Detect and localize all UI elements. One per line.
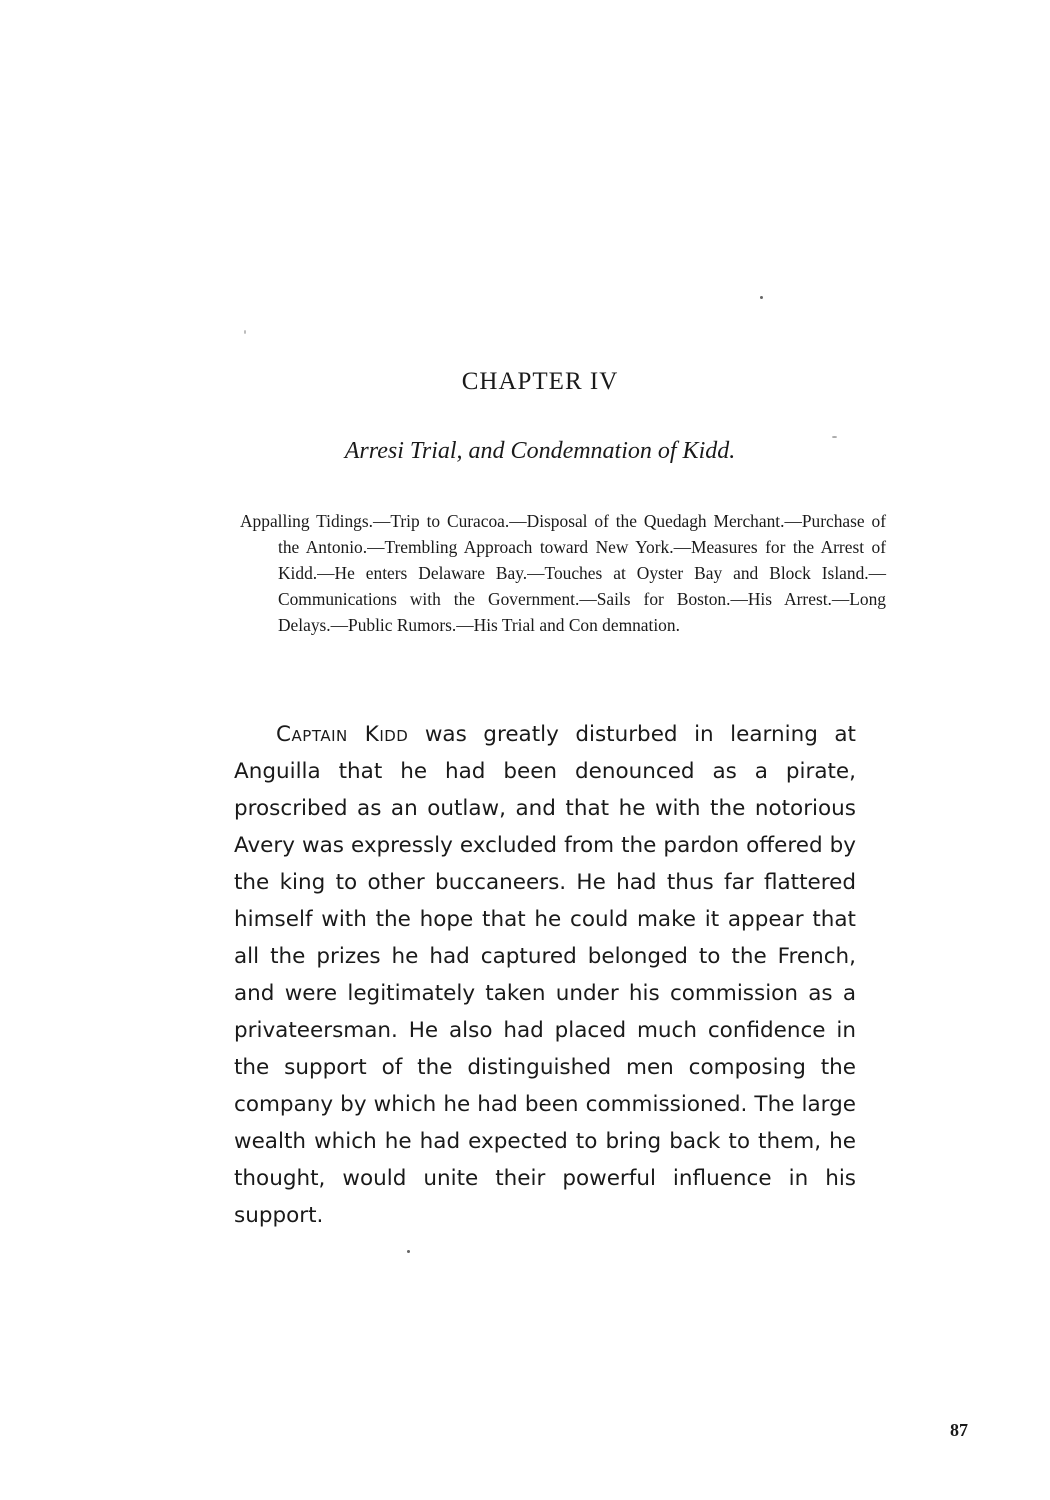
page-number: 87 [950, 1420, 968, 1440]
scan-speck [244, 330, 246, 334]
chapter-subtitle: Arresi Trial, and Condemnation of Kidd. [344, 438, 736, 464]
chapter-synopsis: Appalling Tidings.—Trip to Curacoa.—Disposal of the Quedagh Merchant.—Purchase of the Antonio.—Trembling Approach toward New York.—Measures for the Arrest of Kidd.—He enters Delaware Bay.—Touches at Oyster Bay and Block Island.—Communications with the Government.—Sails for Boston.—His Arrest.—Long Delays.—Public Rumors.—His Trial and Con demnation. [240, 511, 886, 635]
scan-speck [760, 296, 763, 299]
scan-speck [407, 1250, 410, 1253]
scan-speck [832, 436, 837, 438]
paragraph-lead: Captain Kidd [276, 722, 409, 747]
chapter-heading: CHAPTER IV [461, 368, 619, 395]
paragraph-text: was greatly disturbed in learning at Anguilla that he had been denounced as a pirate, proscribed as an outlaw, and that he with the notorious Avery was expressly excluded from the pardon offered by the king to other buccaneers. He had thus far flattered himself with the hope that he could make it appear that all the prizes he had captured belonged to the French, and were legitimately taken under his commission as a privateersman. He also had placed much confidence in the support of the distinguished men composing the company by which he had been commissioned. The large wealth which he had expected to bring back to them, he thought, would unite their powerful influence in his support. [234, 722, 856, 1228]
body-paragraph [234, 716, 856, 1234]
